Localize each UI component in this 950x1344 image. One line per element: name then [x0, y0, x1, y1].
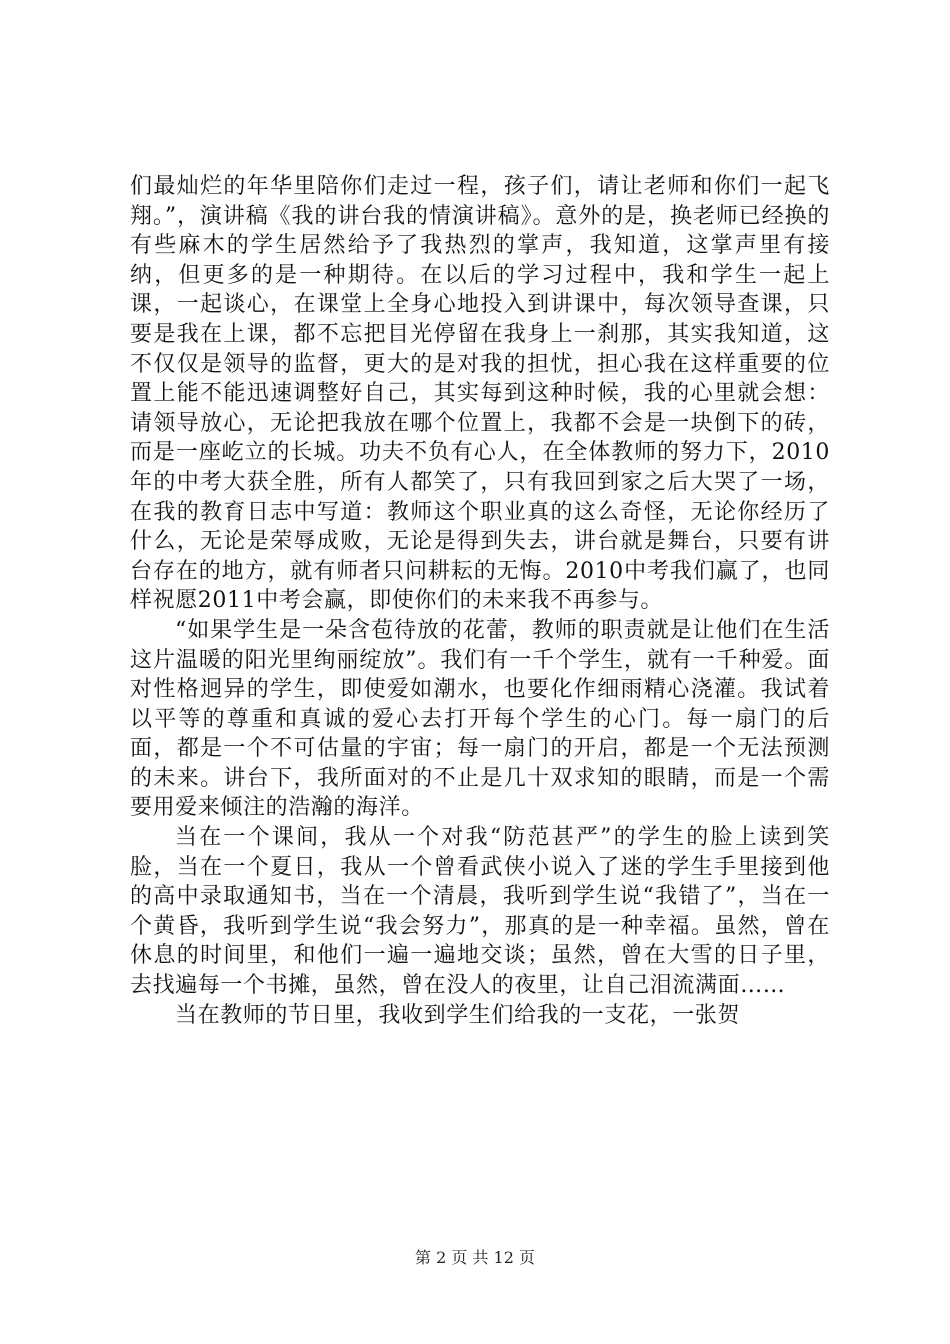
paragraph-2: “如果学生是一朵含苞待放的花蕾，教师的职责就是让他们在生活这片温暖的阳光里绚丽绽放”。我们有一千个学生，就有一千种爱。面对性格迥异的学生，即使爱如潮水，也要化作细雨精心浇灌。我试着以平等的尊重和真诚的爱心去打开每个学生的心门。每一扇门的后面，都是一个不可估量的宇宙；每一扇门的开启，都是一个无法预测的未来。讲台下，我所面对的不止是几十双求知的眼睛，而是一个需要用爱来倾注的浩瀚的海洋。	[130, 617, 830, 821]
paragraph-4: 当在教师的节日里，我收到学生们给我的一支花，一张贺	[175, 1002, 741, 1028]
paragraph-1: 们最灿烂的年华里陪你们走过一程，孩子们，请让老师和你们一起飞翔。”，演讲稿《我的讲台我的情演讲稿》。意外的是，换老师已经换的有些麻木的学生居然给予了我热烈的掌声，我知道，这掌声里有接纳，但更多的是一种期待。在以后的学习过程中，我和学生一起上课，一起谈心，在课堂上全身心地投入到讲课中，每次领导查课，只要是我在上课，都不忘把目光停留在我身上一刹那，其实我知道，这不仅仅是领导的监督，更大的是对我的担忧，担心我在这样重要的位置上能不能迅速调整好自己，其实每到这种时候，我的心里就会想：请领导放心，无论把我放在哪个位置上，我都不会是一块倒下的砖，而是一座屹立的长城。功夫不负有心人，在全体教师的努力下，2010年的中考大获全胜，所有人都笑了，只有我回到家之后大哭了一场，在我的教育日志中写道：教师这个职业真的这么奇怪，无论你经历了什么，无论是荣辱成败，无论是得到失去，讲台就是舞台，只要有讲台存在的地方，就有师者只问耕耘的无悔。2010中考我们赢了，也同样祝愿2011中考会赢，即使你们的未来我不再参与。	[130, 174, 830, 614]
paragraph-3: 当在一个课间，我从一个对我“防范甚严”的学生的脸上读到笑脸，当在一个夏日，我从一个曾看武侠小说入了迷的学生手里接到他的高中录取通知书，当在一个清晨，我听到学生说“我错了”，当在一个黄昏，我听到学生说“我会努力”，那真的是一种幸福。虽然，曾在休息的时间里，和他们一遍一遍地交谈；虽然，曾在大雪的日子里，去找遍每一个书摊，虽然，曾在没人的夜里，让自己泪流满面……	[130, 825, 830, 999]
document-body	[130, 172, 830, 1030]
page-number-footer: 第 2 页 共 12 页	[415, 1248, 535, 1267]
